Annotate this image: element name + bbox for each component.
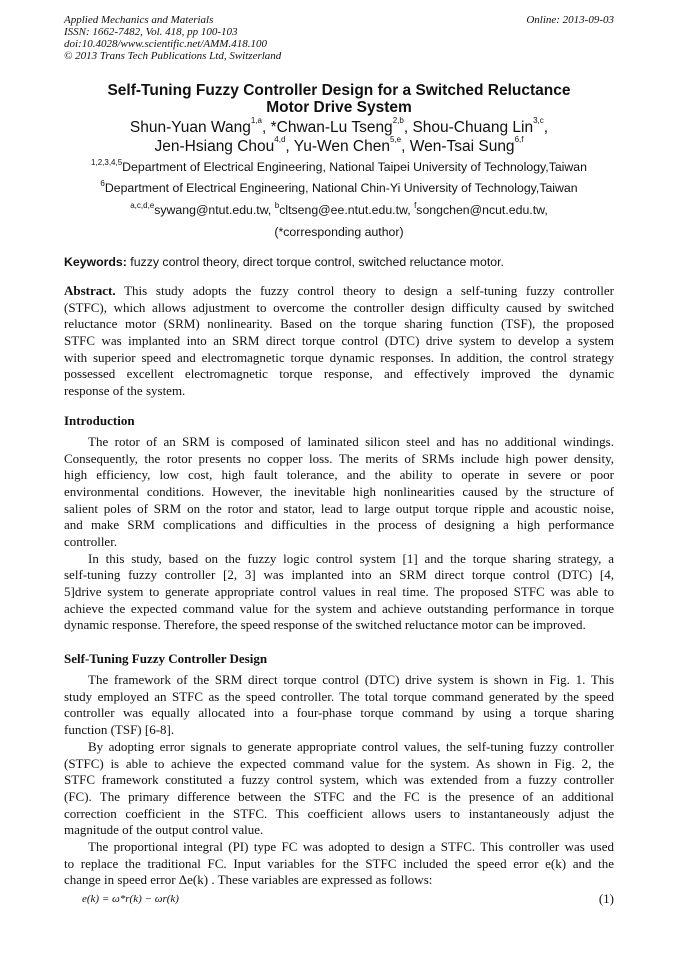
abstract: [64, 283, 614, 400]
text-line: self-tuning fuzzy controller [2, 3] was implanted into an SRM direct torque control (DTC) [4,: [64, 567, 614, 583]
keywords-label: Keywords:: [64, 255, 127, 269]
affiliation-sup: 6: [100, 179, 105, 188]
equation-number: (1): [598, 891, 614, 906]
text-line: salient poles of SRM on the rotor and stator, lead to large output torque ripple and acoustic noise,: [64, 500, 614, 516]
author: Shun-Yuan Wang: [129, 119, 251, 136]
copyright: © 2013 Trans Tech Publications Ltd, Switzerland: [64, 50, 282, 62]
text-line: STFC was implanted into an SRM direct torque control (DTC) drive system to develop a system: [64, 333, 614, 349]
affiliation-text: Department of Electrical Engineering, National Taipei University of Technology,Taiwan: [122, 160, 587, 174]
text-line: In this study, based on the fuzzy logic control system [1] and the torque sharing strategy, a: [88, 550, 614, 566]
email: songchen@ncut.edu.tw,: [416, 203, 548, 217]
text-line: with superior speed and electromagnetic torque dynamic responses. In addition, the control strategy: [64, 349, 614, 365]
author-sup: 5,e: [389, 135, 402, 144]
author: Jen-Hsiang Chou: [154, 138, 275, 155]
text-line: (FC). The primary difference between the STFC and the FC is the presence of an additional: [64, 788, 614, 804]
text-line: correction coefficient in the STFC. This coefficient allows users to instantaneously adjust the: [64, 805, 614, 821]
text-line: change in speed error Δe(k) . These variables are expressed as follows:: [64, 872, 433, 888]
text-line: reluctance motor (SRM) nonlinearity. Based on the torque sharing function (TSF), the proposed: [64, 316, 614, 332]
text-line: study employed an STFC as the speed controller. The total torque command generated by the speed: [64, 688, 614, 704]
affiliation: [0, 160, 678, 174]
text-line: response of the system.: [64, 383, 186, 399]
author-sup: 4,d: [274, 135, 286, 144]
text-line: (STFC) is able to achieve the expected command value for the system. As shown in Fig. 2, the: [64, 755, 614, 771]
text-line: dynamic response. Therefore, the speed response of the switched reluctance motor can be improved.: [64, 617, 586, 633]
text-line: magnitude of the output control value.: [64, 822, 264, 838]
equation-1: [64, 891, 614, 908]
author-sup: 6,f: [514, 135, 524, 144]
keywords-text: fuzzy control theory, direct torque control, switched reluctance motor.: [130, 255, 504, 269]
author-sup: 1,a: [250, 116, 262, 125]
email-sup: a,c,d,e: [130, 201, 155, 210]
paragraph: [64, 434, 614, 551]
author: Shou-Chuang Lin: [412, 119, 534, 136]
author-sup: 3,c: [533, 116, 544, 125]
abstract-text: This study adopts the fuzzy control theory to design a self-tuning fuzzy controller: [115, 283, 614, 298]
keywords: [64, 255, 504, 269]
email: sywang@ntut.edu.tw,: [154, 203, 272, 217]
text-line: function (TSF) [6-8].: [64, 722, 175, 738]
text-line: The framework of the SRM direct torque control (DTC) drive system is shown in Fig. 1. This: [88, 672, 614, 688]
emails: [0, 203, 678, 217]
journal-header: [64, 14, 614, 62]
text-line: STFC framework constituted a fuzzy control system, which was extended from a fuzzy controller: [64, 772, 614, 788]
text-line: (STFC), which allows adjustment to overcome the controller design difficulty caused by switched: [64, 299, 614, 315]
text-line: Consequently, the rotor presents no copper loss. The merits of SRMs include high power density,: [64, 450, 614, 466]
text-line: controller.: [64, 533, 118, 549]
email-sup: b: [274, 201, 280, 210]
corresponding-note: (*corresponding author): [274, 225, 404, 239]
text-line: achieve the expected command value for the system and achieve outstanding performance in torque: [64, 600, 614, 616]
text-line: 5]drive system to generate appropriate control values in real time. The proposed STFC was able to: [64, 584, 614, 599]
affiliation-text: Department of Electrical Engineering, National Chin-Yi University of Technology,Taiwan: [104, 181, 578, 195]
text-line: The rotor of an SRM is composed of laminated silicon steel and has no additional windings.: [88, 433, 614, 449]
paper-title: [0, 82, 678, 116]
text-line: The proportional integral (PI) type FC was adopted to design a STFC. This controller was used: [88, 838, 614, 854]
affiliation: [0, 181, 678, 195]
online-date: Online: 2013-09-03: [526, 14, 614, 26]
title-line: Self-Tuning Fuzzy Controller Design for a Switched Reluctance: [107, 82, 571, 99]
journal-name: Applied Mechanics and Materials: [64, 14, 214, 26]
text-line: [64, 283, 614, 300]
text-line: and make SRM complications and difficulties in the process of designing a high performance: [64, 517, 614, 533]
author: *Chwan-Lu Tseng: [270, 119, 393, 136]
email-sup: f: [414, 201, 417, 210]
paragraph: [64, 739, 614, 839]
text-line: high efficiency, low cost, high fault tolerance, and the ability to operate in severe or poor: [64, 467, 614, 483]
author: Wen-Tsai Sung: [409, 138, 515, 155]
author: Yu-Wen Chen: [293, 138, 390, 155]
paragraph: [64, 839, 614, 889]
paragraph: [64, 672, 614, 739]
email: cltseng@ee.ntut.edu.tw,: [279, 203, 411, 217]
author-list: Shun-Yuan Wang$^{1,a}$, *Chwan-Lu Tseng$^{2,b}$, Shou-Chuang Lin$^{3,c}$, Jen-Hsiang Chou$^{4,d}$, Yu-Wen Chen$^{5,e}$, Wen-Tsai Sung$^{6,f}$: [129, 116, 549, 155]
text-line: controller was equally allocated into a four-phase torque command by using a torque sharing: [64, 705, 614, 721]
title-line: Motor Drive System: [266, 99, 412, 116]
equation-text: e(k) = ω*r(k) − ωr(k): [82, 893, 179, 905]
text-line: environmental conditions. However, the inevitable high nonlinearities caused by the structure of: [64, 483, 614, 499]
text-line: to replace the traditional FC. Input variables for the STFC included the speed error e(k) and the: [64, 855, 614, 871]
section-heading: Self-Tuning Fuzzy Controller Design: [64, 651, 268, 667]
abstract-label: Abstract.: [64, 283, 116, 298]
stfc-section: [64, 672, 614, 889]
affiliation-sup: 1,2,3,4,5: [91, 158, 123, 167]
introduction-section: [64, 434, 614, 634]
paragraph: [64, 551, 614, 634]
author-sup: 2,b: [392, 116, 404, 125]
text-line: possessed excellent electromagnetic torque response, and effectively improved the dynamic: [64, 366, 614, 382]
section-heading: Introduction: [64, 412, 135, 428]
doi: doi:10.4028/www.scientific.net/AMM.418.100: [64, 38, 267, 50]
text-line: By adopting error signals to generate appropriate control values, the self-tuning fuzzy controller: [88, 738, 614, 754]
issn: ISSN: 1662-7482, Vol. 418, pp 100-103: [64, 26, 238, 38]
paper-body: [64, 283, 614, 908]
